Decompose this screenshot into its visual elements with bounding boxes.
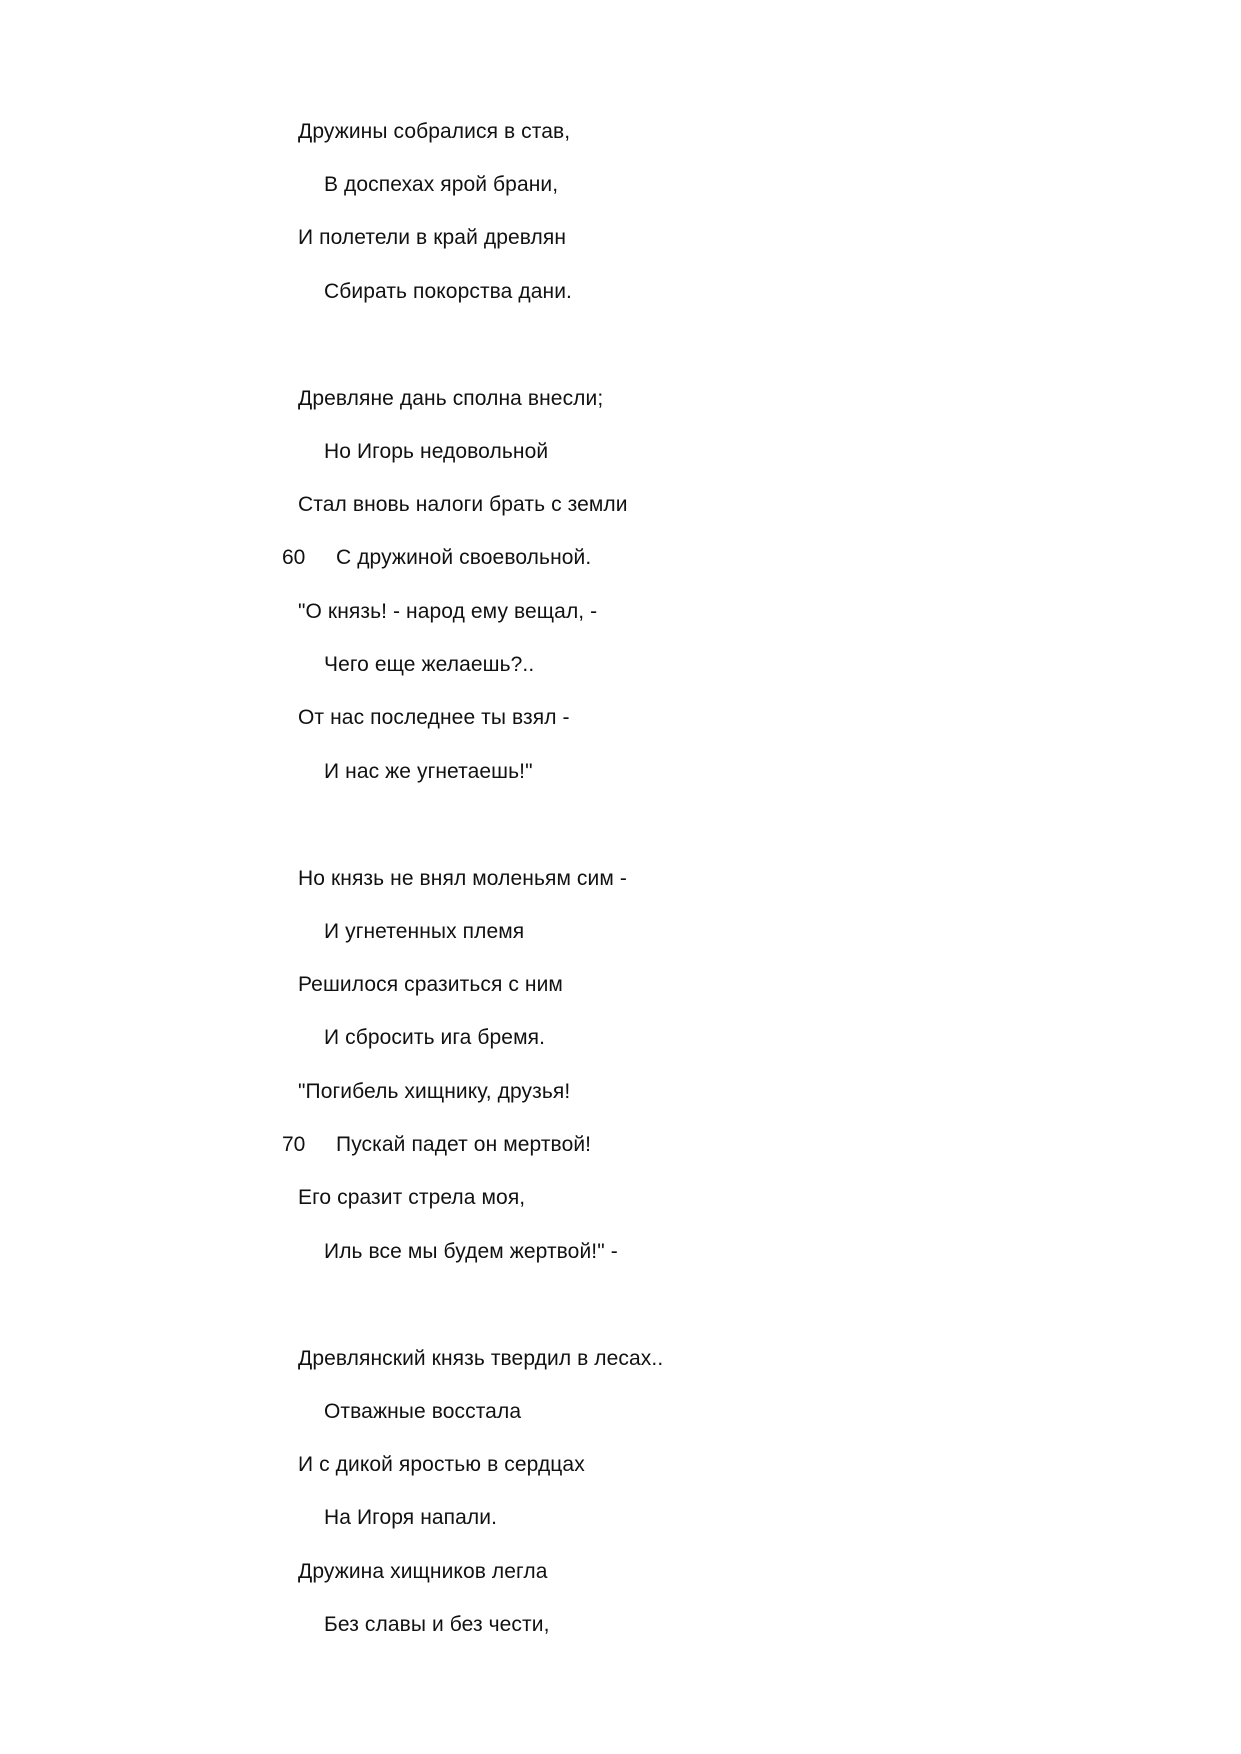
poem-line: И нас же угнетаешь!" [324,760,533,783]
line-number: 60 [282,546,306,569]
poem-line: Решилося сразиться с ним [298,973,563,996]
poem-line: Стал вновь налоги брать с земли [298,493,628,516]
poem-line: И сбросить ига бремя. [324,1026,546,1049]
poem-line: Пускай падет он мертвой! [336,1133,592,1156]
poem-line: Отважные восстала [324,1400,522,1423]
poem-line: Но князь не внял моленьям сим - [298,867,627,890]
poem-line: Его сразит стрела моя, [298,1186,526,1209]
line-number: 70 [282,1133,306,1156]
poem-line: Дружины собралися в став, [298,120,571,143]
poem-line: Сбирать покорства дани. [324,280,572,303]
poem-line: И полетели в край древлян [298,226,567,249]
poem-line: Чего еще желаешь?.. [324,653,535,676]
poem-line: От нас последнее ты взял - [298,706,570,729]
poem-line: В доспехах ярой брани, [324,173,559,196]
poem-line: "Погибель хищнику, друзья! [298,1080,571,1103]
poem-line: Дружина хищников легла [298,1560,548,1583]
poem-line: "О князь! - народ ему вещал, - [298,600,598,623]
poem-line: Иль все мы будем жертвой!" - [324,1240,618,1263]
poem-line: Но Игорь недовольной [324,440,549,463]
poem-line: Древлянский князь твердил в лесах.. [298,1347,664,1370]
poem-line: Древляне дань сполна внесли; [298,387,604,410]
poem-line: На Игоря напали. [324,1506,498,1529]
poem-line: Без славы и без чести, [324,1613,550,1636]
poem-line: И угнетенных племя [324,920,525,943]
poem-line: И с дикой яростью в сердцах [298,1453,585,1476]
poem-line: С дружиной своевольной. [336,546,592,569]
